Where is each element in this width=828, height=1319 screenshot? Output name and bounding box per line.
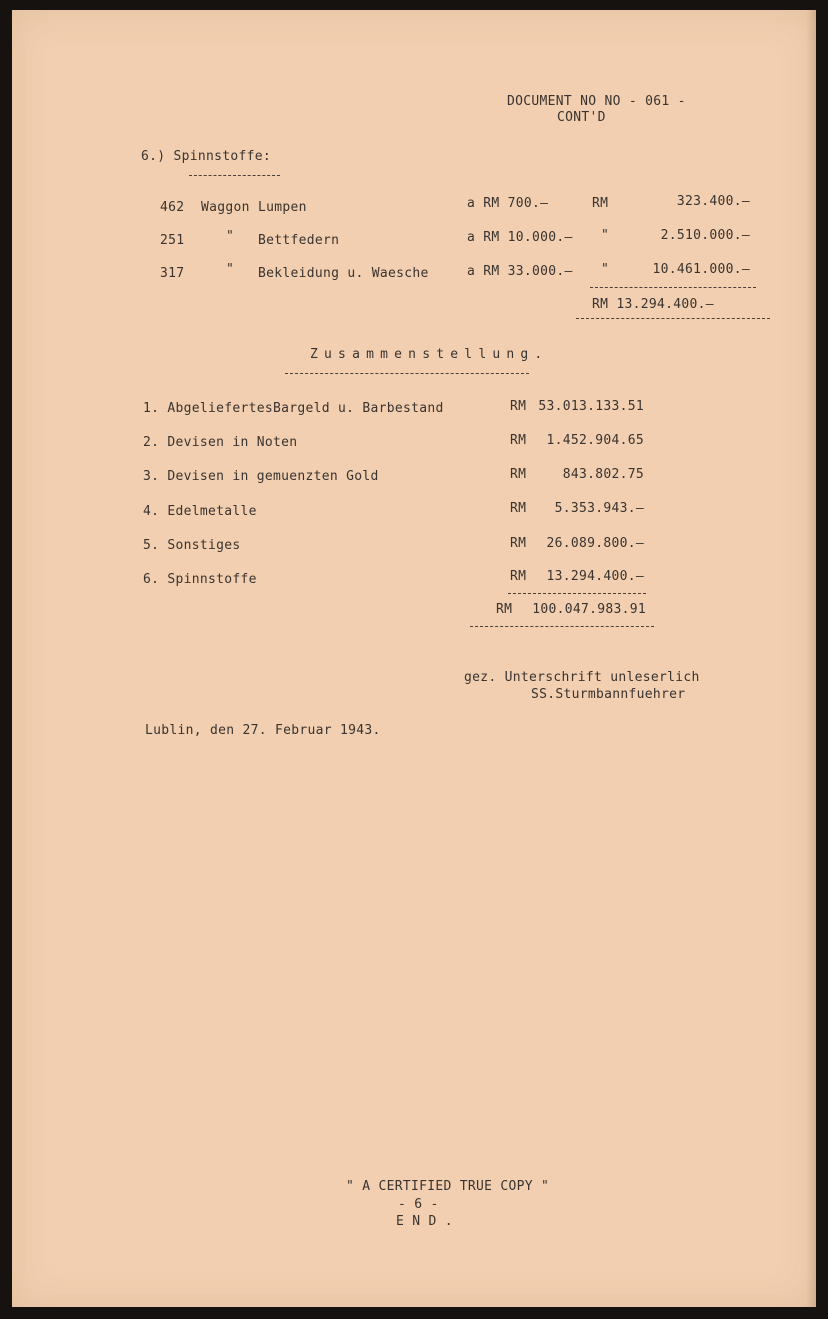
summary-label: 5. Sonstiges: [143, 538, 241, 553]
item-unit: ": [226, 262, 235, 277]
summary-subtotal-rule: [508, 593, 646, 594]
signature-title: SS.Sturmbannfuehrer: [531, 687, 686, 702]
summary-title-underline: [285, 373, 529, 374]
items-total: RM 13.294.400.—: [592, 297, 714, 312]
item-amount: 10.461.000.—: [652, 262, 750, 277]
summary-label: 2. Devisen in Noten: [143, 435, 298, 450]
summary-currency: RM: [510, 467, 527, 482]
end-marker: E N D .: [396, 1214, 453, 1229]
summary-amount: 5.353.943.—: [554, 501, 644, 516]
summary-currency: RM: [510, 569, 527, 584]
summary-amount: 13.294.400.—: [546, 569, 644, 584]
summary-currency: RM: [510, 536, 527, 551]
item-currency: RM: [592, 196, 609, 211]
summary-currency: RM: [510, 433, 527, 448]
item-qty: 462: [160, 200, 185, 215]
item-amount: 323.400.—: [676, 194, 750, 209]
section-title-underline: [189, 175, 280, 176]
summary-total-currency: RM: [496, 602, 513, 617]
item-currency: ": [601, 262, 610, 277]
item-desc: Bekleidung u. Waesche: [258, 266, 429, 281]
summary-currency: RM: [510, 399, 527, 414]
item-desc: Lumpen: [258, 200, 307, 215]
item-desc: Bettfedern: [258, 233, 340, 248]
summary-label: 6. Spinnstoffe: [143, 572, 257, 587]
summary-label: 3. Devisen in gemuenzten Gold: [143, 469, 379, 484]
items-subtotal-rule: [590, 287, 756, 288]
certified-copy: " A CERTIFIED TRUE COPY ": [346, 1179, 550, 1194]
page-number: - 6 -: [398, 1197, 439, 1212]
item-rate: a RM 10.000.—: [467, 230, 573, 245]
signature-line: gez. Unterschrift unleserlich: [464, 670, 700, 685]
item-amount: 2.510.000.—: [660, 228, 750, 243]
item-unit: ": [226, 229, 235, 244]
summary-amount: 26.089.800.—: [546, 536, 644, 551]
item-rate: a RM 700.—: [467, 196, 549, 211]
summary-amount: 1.452.904.65: [546, 433, 644, 448]
summary-label: 4. Edelmetalle: [143, 504, 257, 519]
item-currency: ": [601, 228, 610, 243]
item-rate: a RM 33.000.—: [467, 264, 573, 279]
item-qty: 251: [160, 233, 185, 248]
item-qty: 317: [160, 266, 185, 281]
summary-amount: 53.013.133.51: [538, 399, 644, 414]
section-title: 6.) Spinnstoffe:: [141, 149, 272, 164]
summary-label: 1. AbgeliefertesBargeld u. Barbestand: [143, 401, 444, 416]
items-total-rule: [576, 318, 770, 319]
summary-amount: 843.802.75: [562, 467, 644, 482]
summary-currency: RM: [510, 501, 527, 516]
item-unit: Waggon: [201, 200, 250, 215]
document-number: DOCUMENT NO NO - 061 -: [507, 94, 686, 109]
summary-title: Zusammenstellung.: [310, 347, 549, 362]
continued-label: CONT'D: [557, 110, 606, 125]
summary-total: 100.047.983.91: [532, 602, 646, 617]
place-date: Lublin, den 27. Februar 1943.: [145, 723, 381, 738]
summary-total-rule: [470, 626, 654, 627]
